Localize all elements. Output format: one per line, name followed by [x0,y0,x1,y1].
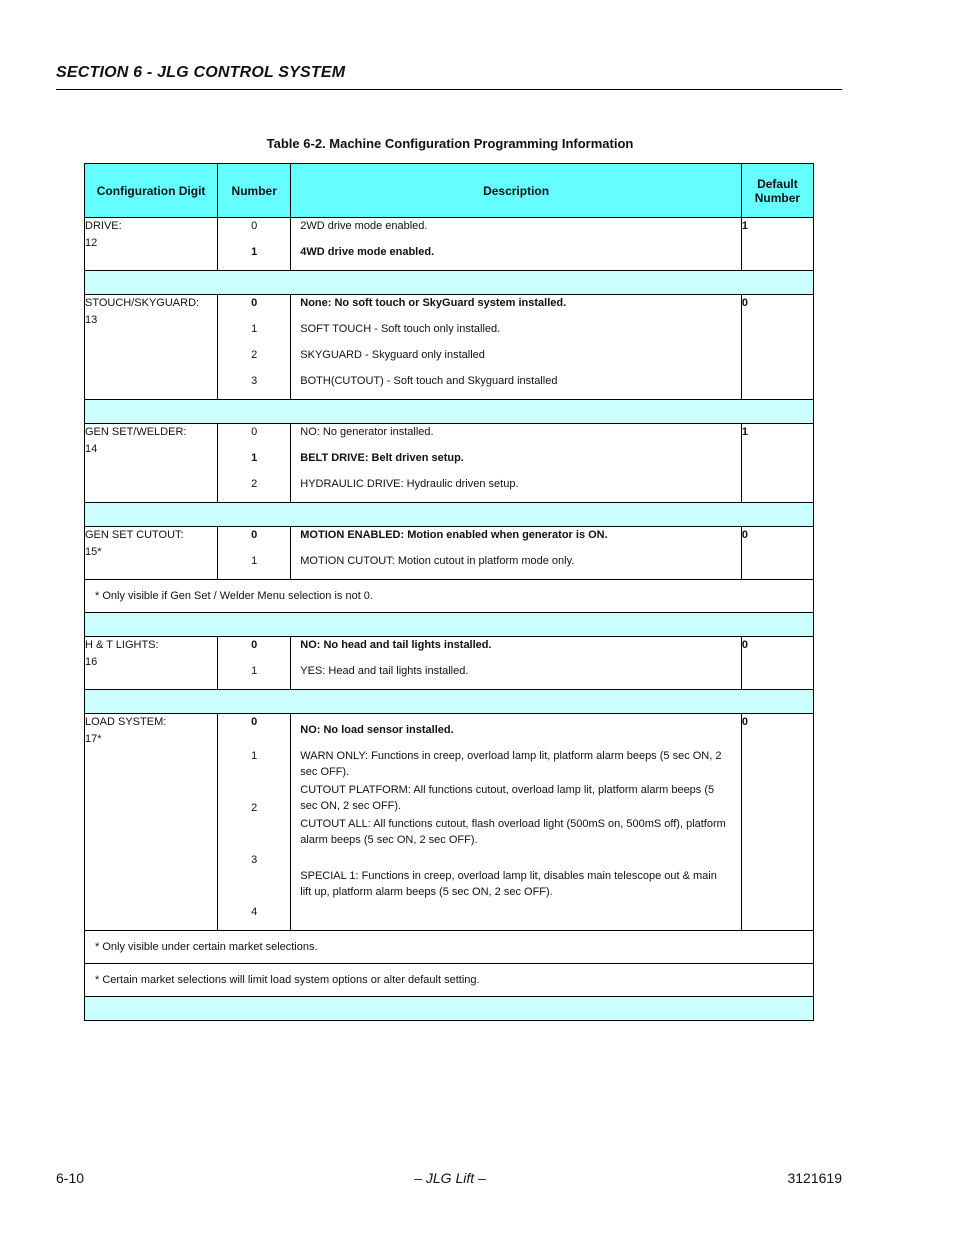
option-number: 0 [251,297,258,309]
default-number-cell: 0 [741,527,813,580]
option-description: None: No soft touch or SkyGuard system installed. [300,297,567,309]
option-description: CUTOUT PLATFORM: All functions cutout, overload lamp lit, platform alarm beeps (5 sec ON, 2 sec OFF). [300,784,715,812]
number-cell [218,218,291,271]
config-digit-cell [85,527,218,580]
option-description: NO: No head and tail lights installed. [300,639,492,651]
note-row [85,964,814,997]
spacer-cell [85,271,814,295]
config-name: STOUCH/SKYGUARD: [85,297,200,309]
option-number: 0 [251,716,258,728]
option-description: 2WD drive mode enabled. [300,220,428,232]
config-digit: 13 [85,314,98,326]
section-title: SECTION 6 - JLG CONTROL SYSTEM [56,64,346,81]
option-number: 2 [251,478,258,490]
document-number: 3121619 [787,1170,842,1186]
option-description: 4WD drive mode enabled. [300,246,435,258]
machine-config-table [84,163,814,1021]
footnote: * Certain market selections will limit load system options or alter default setting. [85,964,814,997]
option-number: 1 [251,452,258,464]
table-caption: Table 6-2. Machine Configuration Programming Information [266,136,634,151]
option-description: WARN ONLY: Functions in creep, overload lamp lit, platform alarm beeps (5 sec ON, 2 sec OFF). [300,750,722,778]
col-header-default-number [741,164,813,218]
default-number-cell: 1 [741,424,813,503]
config-name: LOAD SYSTEM: [85,716,167,728]
option-description: MOTION ENABLED: Motion enabled when generator is ON. [300,529,608,541]
option-number: 0 [251,529,258,541]
spacer-row [85,400,814,424]
spacer-row [85,997,814,1021]
option-number: 1 [251,555,258,567]
footnote: * Only visible under certain market selections. [85,931,814,964]
config-digit-cell [85,714,218,931]
default-number-cell: 0 [741,295,813,400]
option-description: SPECIAL 1: Functions in creep, overload lamp lit, disables main telescope out & main lift up, platform alarm beeps (5 sec ON, 2 sec OFF). [300,870,717,898]
description-cell [291,218,742,271]
config-row [85,295,814,400]
config-row [85,527,814,580]
option-description: MOTION CUTOUT: Motion cutout in platform mode only. [300,555,575,567]
config-digit: 15* [85,546,102,558]
col-header-description: Description [291,164,742,218]
option-description: SOFT TOUCH - Soft touch only installed. [300,323,501,335]
description-cell [291,424,742,503]
option-number: 1 [251,750,258,762]
default-number-cell: 0 [741,637,813,690]
option-description: CUTOUT ALL: All functions cutout, flash overload light (500mS on, 500mS off), platform alarm beeps (5 sec ON, 2 sec OFF). [300,818,726,846]
description-cell [291,637,742,690]
col-header-number: Number [218,164,291,218]
footnote: * Only visible if Gen Set / Welder Menu selection is not 0. [85,580,814,613]
option-description: BOTH(CUTOUT) - Soft touch and Skyguard installed [300,375,558,387]
option-number: 2 [251,802,258,814]
option-description: SKYGUARD - Skyguard only installed [300,349,485,361]
option-number: 0 [251,426,258,438]
option-description: HYDRAULIC DRIVE: Hydraulic driven setup. [300,478,519,490]
config-row [85,218,814,271]
spacer-cell [85,997,814,1021]
description-cell [291,714,742,931]
note-row [85,580,814,613]
spacer-cell [85,400,814,424]
config-digit: 12 [85,237,98,249]
option-description: BELT DRIVE: Belt driven setup. [300,452,464,464]
spacer-row [85,690,814,714]
description-cell [291,295,742,400]
config-row [85,637,814,690]
note-row [85,931,814,964]
config-digit: 17* [85,733,102,745]
page-number: 6-10 [56,1170,85,1186]
config-row [85,424,814,503]
option-number: 0 [251,639,258,651]
config-name: GEN SET CUTOUT: [85,529,184,541]
col-header-config-digit: Configuration Digit [85,164,218,218]
header-rule [56,89,842,90]
option-number: 2 [251,349,258,361]
number-cell [218,424,291,503]
config-name: DRIVE: [85,220,122,232]
spacer-row [85,613,814,637]
config-digit-cell [85,218,218,271]
option-number: 1 [251,323,258,335]
config-digit: 16 [85,656,98,668]
option-number: 3 [251,854,258,866]
footer-brand: – JLG Lift – [414,1170,486,1186]
config-name: GEN SET/WELDER: [85,426,187,438]
number-cell [218,637,291,690]
table-header-row [85,164,814,218]
option-description: NO: No load sensor installed. [300,724,454,736]
config-name: H & T LIGHTS: [85,639,159,651]
table-body [85,218,814,1021]
config-digit-cell [85,424,218,503]
option-number: 1 [251,246,258,258]
option-description: NO: No generator installed. [300,426,434,438]
config-row [85,714,814,931]
config-digit-cell [85,295,218,400]
option-number: 3 [251,375,258,387]
option-number: 1 [251,665,258,677]
number-cell [218,714,291,931]
default-number-cell: 0 [741,714,813,931]
spacer-cell [85,613,814,637]
option-number: 0 [251,220,258,232]
default-number-cell: 1 [741,218,813,271]
config-digit: 14 [85,443,98,455]
spacer-cell [85,690,814,714]
description-cell [291,527,742,580]
spacer-row [85,503,814,527]
spacer-row [85,271,814,295]
option-number: 4 [251,906,258,918]
number-cell [218,527,291,580]
spacer-cell [85,503,814,527]
number-cell [218,295,291,400]
config-digit-cell [85,637,218,690]
option-description: YES: Head and tail lights installed. [300,665,469,677]
col-header-default-number-label: Default Number [754,176,801,205]
